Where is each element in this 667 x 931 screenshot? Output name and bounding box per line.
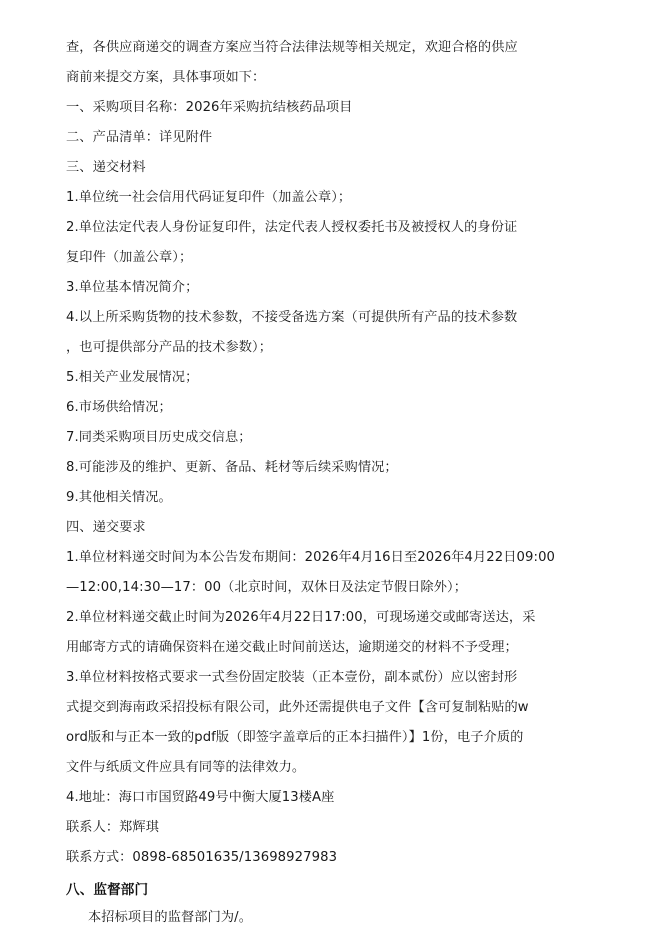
material-item-5: 5.相关产业发展情况； — [66, 370, 199, 385]
requirement-4-address: 4.地址：海口市国贸路49号中衡大厦13楼A座 — [66, 790, 335, 805]
material-item-9: 9.其他相关情况。 — [66, 490, 172, 505]
contact-phone: 联系方式：0898-68501635/13698927983 — [66, 850, 338, 865]
intro-line-1: 查，各供应商递交的调查方案应当符合法律法规等相关规定，欢迎合格的供应 — [66, 40, 518, 55]
material-item-4-line-1: 4.以上所采购货物的技术参数，不接受备选方案（可提供所有产品的技术参数 — [66, 310, 518, 325]
section-3-heading: 三、递交材料 — [66, 160, 146, 175]
intro-line-2: 商前来提交方案，具体事项如下： — [66, 70, 266, 85]
section-4-heading: 四、递交要求 — [66, 520, 146, 535]
section-1-project-name: 一、采购项目名称：2026年采购抗结核药品项目 — [66, 100, 353, 115]
requirement-3-line-4: 文件与纸质文件应具有同等的法律效力。 — [66, 760, 306, 775]
section-8-heading: 八、监督部门 — [66, 882, 149, 898]
requirement-3-line-3: ord版和与正本一致的pdf版（即签字盖章后的正本扫描件）】1份，电子介质的 — [66, 730, 524, 745]
material-item-8: 8.可能涉及的维护、更新、备品、耗材等后续采购情况； — [66, 460, 398, 475]
requirement-3-line-1: 3.单位材料按格式要求一式叁份固定胶装（正本壹份，副本贰份）应以密封形 — [66, 670, 518, 685]
requirement-3-line-2: 式提交到海南政采招投标有限公司，此外还需提供电子文件【含可复制粘贴的w — [66, 700, 529, 715]
material-item-7: 7.同类采购项目历史成交信息； — [66, 430, 252, 445]
material-item-6: 6.市场供给情况； — [66, 400, 172, 415]
document-body — [66, 33, 606, 931]
material-item-1: 1.单位统一社会信用代码证复印件（加盖公章）； — [66, 190, 352, 205]
requirement-1-line-1: 1.单位材料递交时间为本公告发布期间：2026年4月16日至2026年4月22日09:00 — [66, 550, 556, 565]
section-2-product-list: 二、产品清单：详见附件 — [66, 130, 213, 145]
requirement-2-line-1: 2.单位材料递交截止时间为2026年4月22日17:00，可现场递交或邮寄送达，采 — [66, 610, 536, 625]
material-item-2-line-2: 复印件（加盖公章）； — [66, 250, 193, 265]
material-item-4-line-2: ，也可提供部分产品的技术参数）； — [66, 340, 272, 355]
requirement-1-line-2: —12:00,14:30—17：00（北京时间，双休日及法定节假日除外）； — [66, 580, 467, 595]
material-item-3: 3.单位基本情况简介； — [66, 280, 199, 295]
contact-person: 联系人：郑辉琪 — [66, 820, 160, 835]
material-item-2-line-1: 2.单位法定代表人身份证复印件，法定代表人授权委托书及被授权人的身份证 — [66, 220, 518, 235]
requirement-2-line-2: 用邮寄方式的请确保资料在递交截止时间前送达，逾期递交的材料不予受理； — [66, 640, 518, 655]
section-8-body: 本招标项目的监督部门为/。 — [88, 910, 252, 925]
